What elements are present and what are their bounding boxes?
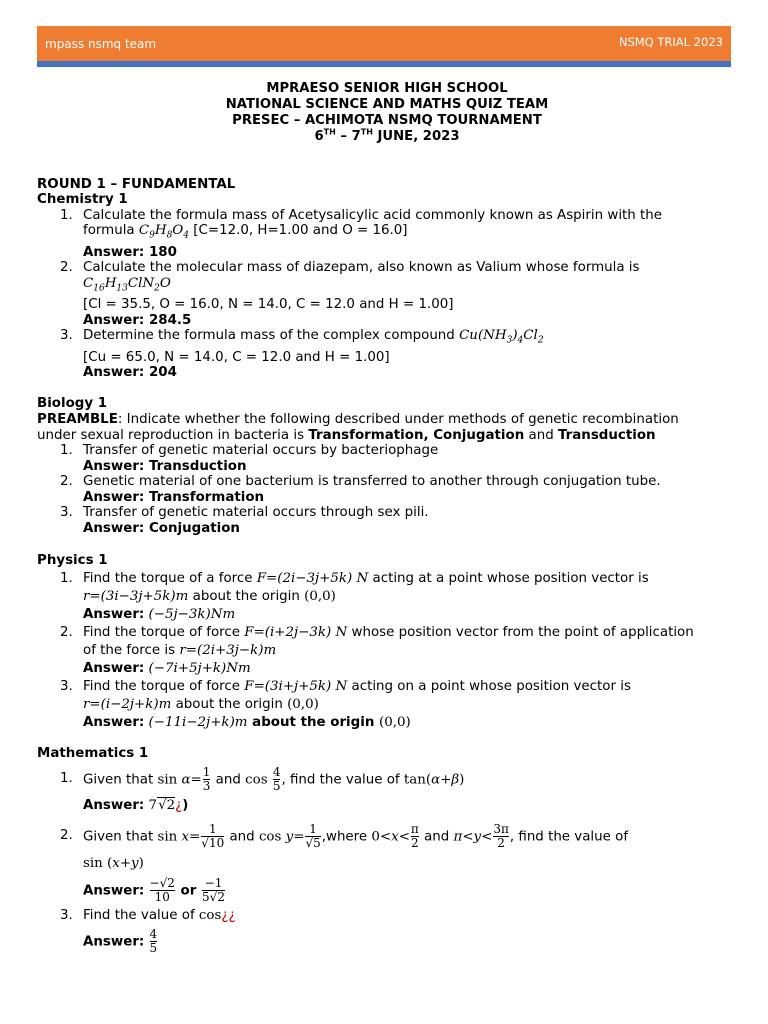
biology-preamble: PREAMBLE: Indicate whether the following described under methods of genetic recombination	[37, 411, 679, 427]
mathematics-heading: Mathematics 1	[37, 746, 149, 762]
header-right-text: NSMQ TRIAL 2023	[618, 35, 723, 49]
header-left-text: mpass nsmq team	[45, 37, 157, 51]
tournament-name: PRESEC – ACHIMOTA NSMQ TOURNAMENT	[232, 113, 542, 128]
chemistry-heading: Chemistry 1	[37, 192, 128, 208]
mathematics-answer-3: Answer:	[83, 934, 145, 950]
biology-answer-3: Answer: Conjugation	[83, 521, 240, 537]
physics-heading: Physics 1	[37, 553, 108, 569]
biology-answer-1: Answer: Transduction	[83, 458, 247, 474]
chemistry-question-2: 2. Calculate the molecular mass of diazepam, also known as Valium whose formula is $C_{16}H_{13}ClN_2O$ [Cl = 35.5, O = 16.0, N = 14.0, C = 12.0 and H = 1.00] Answer: 284.5	[37, 260, 737, 328]
header-bar	[37, 26, 731, 61]
chemistry-answer-2: Answer: 284.5	[83, 312, 192, 328]
physics-answer-2: Answer:	[83, 661, 145, 677]
mathematics-list	[37, 766, 737, 956]
biology-question-2: 2. Genetic material of one bacterium is transferred to another through conjugation tube. Answer: Transformation	[37, 474, 737, 505]
header-divider	[37, 61, 731, 67]
biology-question-1: 1. Transfer of genetic material occurs by bacteriophage Answer: Transduction	[37, 443, 737, 474]
biology-answer-2: Answer: Transformation	[83, 489, 265, 505]
biology-question-3: 3. Transfer of genetic material occurs through sex pili. Answer: Conjugation	[37, 505, 737, 536]
school-name: MPRAESO SENIOR HIGH SCHOOL	[266, 81, 508, 96]
mathematics-question-2: 2. Given that sin x= $\frac{1}{√10}$ and cos y= $\frac{1}{√5}$ ,where 0<x< $\frac{\pi}{2}$ and π<y< $\frac{3\pi}{2}$ , find the value of sin (x+y) Answer: $\frac{-√2}{10}$ or $\frac{-1}{5√2}$	[60, 822, 629, 904]
mathematics-answer-2: Answer:	[83, 883, 145, 899]
chemistry-question-1: 1. Calculate the formula mass of Acetysalicylic acid commonly known as Aspirin with the formula $C_9H_8O_4$ [C=12.0, H=1.00 and O = 16.0] Answer: 180	[37, 208, 737, 260]
title-block	[37, 81, 737, 145]
chemistry-list	[37, 208, 737, 381]
chemistry-answer-1: Answer: 180	[83, 244, 177, 260]
team-name: NATIONAL SCIENCE AND MATHS QUIZ TEAM	[225, 97, 549, 112]
document-body: MPRAESO SENIOR HIGH SCHOOL NATIONAL SCIENCE AND MATHS QUIZ TEAM PRESEC – ACHIMOTA NSMQ TOURNAMENT 6TH – 7TH JUNE, 2023 ROUND 1 – FUNDAMENTAL Chemistry 1 1. Calculate the formula mass of Acetysalicylic acid commonly known as Aspirin with the formula $C_9H_8O_4$ [C=12.0, H=1.00 and O = 16.0] Answer: 180 2. Calculate the molecular mass of diazepam, also known as Valium whose formula is $C_{16}H_{13}ClN_2O$ [Cl = 35.5, O = 16.0, N = 14.0, C = 12.0 and H = 1.00] Answer: 284.5 3. Determine the formula mass of the complex compound $Cu(NH_3)_4Cl_2$ [Cu = 65.0, N = 14.0, C = 12.0 and H = 1.00] Answer: 204 Biology 1 PREAMBLE: Indicate whether the following described under methods of genetic recombination under sexual reproduction in bacteria is Transformation, Conjugation and Transduction 1. Transfer of genetic material occurs by bacteriophage Answer: Transduction 2. Genetic material of one bacterium is transferred to another through conjugation tube. Answer: Transformation 3. Transfer of genetic material occurs through sex pili. Answer: Conjugation Physics 1 1. Find the torque of a force F=(2i−3j+5k) N acting at a point whose position vector is r=(3i−3j+5k)m about the origin (0,0) Answer: (−5j−3k)Nm 2. Find the torque of force F=(i+2j−3k) N whose position vector from the point of application of the force is r=(2i+3j−k)m Answer: (−7i+5j+k)Nm 3. Find the torque of force F=(3i+j+5k) N acting on a point whose position vector is r=(i−2j+k)m about the origin (0,0) Answer: (−11i−2j+k)m about the origin (0,0) Mathematics 1 1. Given that sin α= $\frac{1}{3}$ and cos $\frac{4}{5}$ , find the value of tan(α+β) Answer: 7√2¿) 2. Given that sin x= $\frac{1}{√10}$ and cos y= $\frac{1}{√5}$ ,where 0<x< $\frac{\pi}{2}$ and π<y< $\frac{3\pi}{2}$ , find the value of sin (x+y) Answer: $\frac{-√2}{10}$ or $\frac{-1}{5√2}$ 3. Find the value of cos¿¿ Answer: $\frac{4}{5}$	[37, 81, 737, 955]
mathematics-question-1: 1. Given that sin α= $\frac{1}{3}$ and cos $\frac{4}{5}$ , find the value of tan(α+β) Answer: 7√2¿)	[60, 764, 465, 814]
physics-answer-1: Answer:	[83, 607, 145, 623]
biology-list	[37, 443, 737, 537]
mathematics-question-3: 3. Find the value of cos¿¿ Answer: $\frac{4}{5}$	[60, 908, 236, 956]
chemistry-question-3: 3. Determine the formula mass of the complex compound $Cu(NH_3)_4Cl_2$ [Cu = 65.0, N = 14.0, C = 12.0 and H = 1.00] Answer: 204	[37, 328, 737, 380]
physics-question-1: 1. Find the torque of a force F=(2i−3j+5k) N acting at a point whose position vector is r=(3i−3j+5k)m about the origin (0,0) Answer: (−5j−3k)Nm	[60, 571, 649, 623]
tournament-date: 6TH – 7TH JUNE, 2023	[314, 127, 460, 144]
physics-question-3: 3. Find the torque of force F=(3i+j+5k) N acting on a point whose position vector is r=(i−2j+k)m about the origin (0,0) Answer: (−11i−2j+k)m about the origin (0,0)	[60, 679, 631, 731]
round-heading: ROUND 1 – FUNDAMENTAL	[37, 176, 236, 192]
physics-answer-3: Answer:	[83, 715, 145, 731]
mathematics-answer-1: Answer:	[83, 798, 145, 814]
physics-list	[37, 570, 737, 732]
chemistry-answer-3: Answer: 204	[83, 365, 177, 381]
biology-heading: Biology 1	[37, 396, 108, 412]
physics-question-2: 2. Find the torque of force F=(i+2j−3k) N whose position vector from the point of application of the force is r=(2i+3j−k)m Answer: (−7i+5j+k)Nm	[60, 625, 694, 677]
